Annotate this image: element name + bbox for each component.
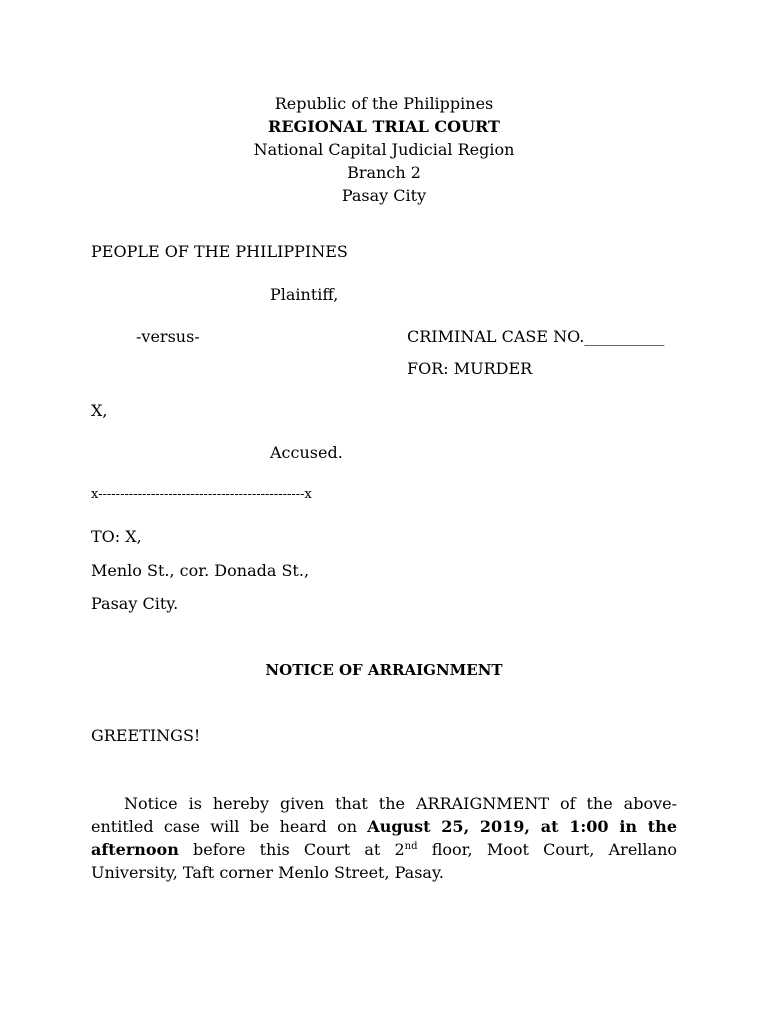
caption-divider: x-----------------------------------------------x xyxy=(91,487,312,502)
case-number: CRIMINAL CASE NO.__________ xyxy=(407,327,665,346)
body-text-2: before this Court at 2 xyxy=(178,840,405,859)
body-text-1: Notice is hereby given that the ARRAIGNMENT of the above-entitled case will be heard on xyxy=(91,794,677,836)
body-text-3: floor, Moot Court, Arellano University, Taft corner Menlo Street, Pasay. xyxy=(91,840,678,882)
versus-label: -versus- xyxy=(136,327,200,346)
addressee-to: TO: X, xyxy=(91,527,142,546)
accused-name: X, xyxy=(91,401,108,420)
hearing-date: August 25, 2019, at 1:00 in the afternoon xyxy=(91,817,677,859)
greeting: GREETINGS! xyxy=(91,726,201,745)
addressee-street: Menlo St., cor. Donada St., xyxy=(91,561,310,580)
header-region: National Capital Judicial Region xyxy=(253,140,515,159)
plaintiff-name: PEOPLE OF THE PHILIPPINES xyxy=(91,242,348,261)
notice-title: NOTICE OF ARRAIGNMENT xyxy=(265,661,503,679)
ordinal-suffix: nd xyxy=(404,841,418,852)
plaintiff-role: Plaintiff, xyxy=(270,285,339,304)
addressee-city: Pasay City. xyxy=(91,594,179,613)
header-court: REGIONAL TRIAL COURT xyxy=(268,117,500,136)
header-branch: Branch 2 xyxy=(347,163,421,182)
case-offense: FOR: MURDER xyxy=(407,359,533,378)
header-republic: Republic of the Philippines xyxy=(274,94,494,113)
body-paragraph xyxy=(91,792,677,884)
accused-role: Accused. xyxy=(270,443,343,462)
header-city: Pasay City xyxy=(341,186,427,205)
